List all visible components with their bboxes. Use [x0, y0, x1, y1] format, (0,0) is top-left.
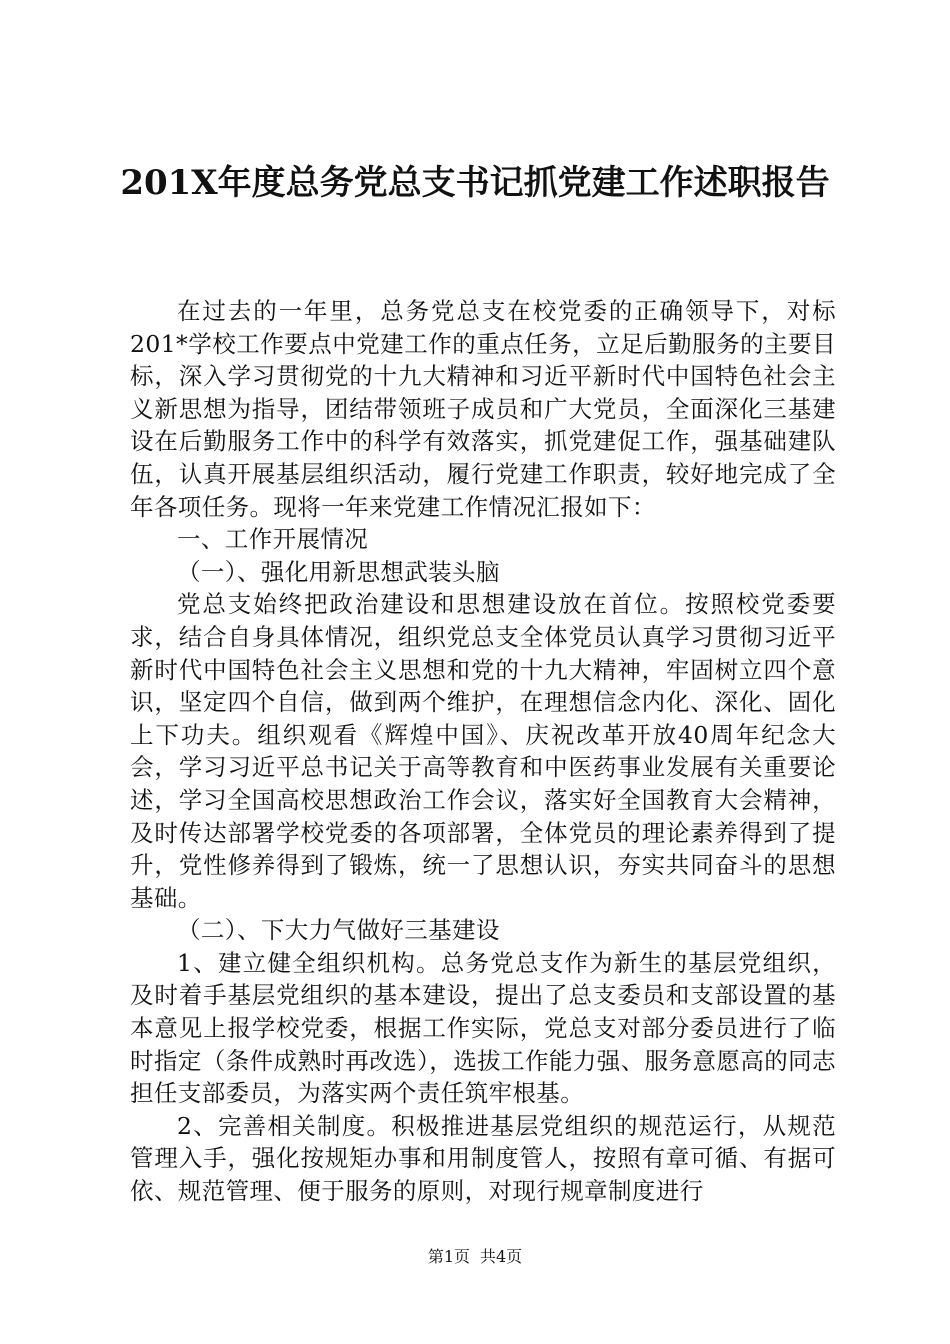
- document-title: 201X年度总务党总支书记抓党建工作述职报告: [120, 163, 830, 203]
- page-footer: [0, 1247, 950, 1267]
- paragraph-ideology: 党总支始终把政治建设和思想建设放在首位。按照校党委要求，结合自身具体情况，组织党总支全体党员认真学习贯彻习近平新时代中国特色社会主义思想和党的十九大精神，牢固树立四个意识，坚定四个自信，做到两个维护，在理想信念内化、深化、固化上下功夫。组织观看《辉煌中国》、庆祝改革开放40周年纪念大会，学习习近平总书记关于高等教育和中医药事业发展有关重要论述，学习全国高校思想政治工作会议，落实好全国教育大会精神，及时传达部署学校党委的各项部署，全体党员的理论素养得到了提升，党性修养得到了锻炼，统一了思想认识，夯实共同奋斗的思想基础。: [130, 590, 836, 912]
- section-heading-1: 一、工作开展情况: [177, 525, 369, 554]
- total-pages: 共4页: [480, 1247, 523, 1266]
- paragraph-organization: 1、建立健全组织机构。总务党总支作为新生的基层党组织，及时着手基层党组织的基本建设，提出了总支委员和支部设置的基本意见上报学校党委，根据工作实际，党总支对部分委员进行了临时指定（条件成熟时再改选），选拔工作能力强、服务意愿高的同志担任支部委员，为落实两个责任筑牢根基。: [130, 948, 836, 1108]
- subsection-heading-2: （二）、下大力气做好三基建设: [177, 916, 500, 945]
- paragraph-intro: 在过去的一年里，总务党总支在校党委的正确领导下，对标201*学校工作要点中党建工作的重点任务，立足后勤服务的主要目标，深入学习贯彻党的十九大精神和习近平新时代中国特色社会主义新思想为指导，团结带领班子成员和广大党员，全面深化三基建设在后勤服务工作中的科学有效落实，抓党建促工作，强基础建队伍，认真开展基层组织活动，履行党建工作职责，较好地完成了全年各项任务。现将一年来党建工作情况汇报如下：: [130, 297, 836, 521]
- paragraph-systems: 2、完善相关制度。积极推进基层党组织的规范运行，从规范管理入手，强化按规矩办事和用制度管人，按照有章可循、有据可依、规范管理、便于服务的原则，对现行规章制度进行: [130, 1111, 836, 1206]
- page-number: 第1页: [427, 1247, 470, 1266]
- subsection-heading-1: （一）、强化用新思想武装头脑: [177, 557, 500, 586]
- document-body: [130, 295, 836, 1208]
